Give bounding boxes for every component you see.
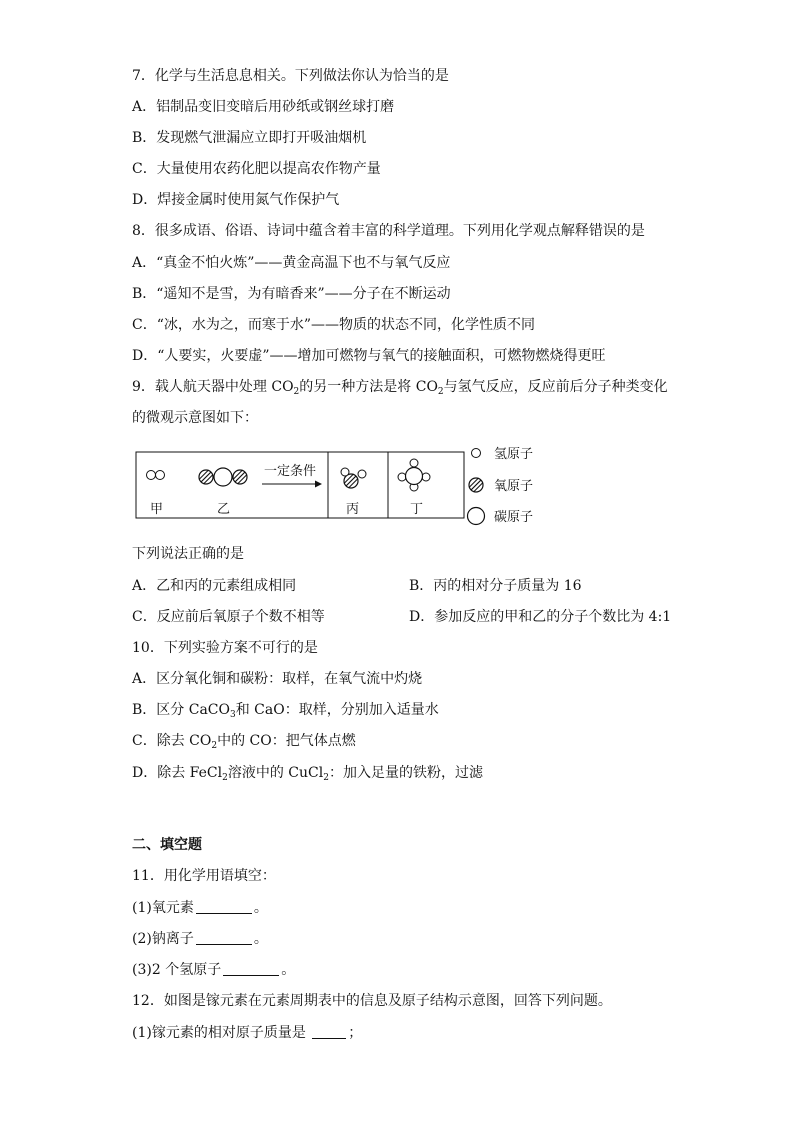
answer-blank[interactable] <box>223 961 279 976</box>
q7-stem: 7．化学与生活息息相关。下列做法你认为恰当的是 <box>132 68 449 84</box>
label-ding: 丁 <box>410 502 424 517</box>
q10-d-sub1: 2 <box>222 773 228 783</box>
q10-c2: 中的 CO：把气体点燃 <box>217 733 356 749</box>
q10-d1: D．除去 FeCl <box>132 765 223 781</box>
q11-stem: 11．用化学用语填空： <box>132 868 276 884</box>
answer-blank[interactable] <box>312 1024 346 1039</box>
q12-item-1-label: (1)镓元素的相对原子质量是 <box>132 1025 306 1041</box>
q9-stem-a: 9．载人航天器中处理 CO <box>132 379 294 395</box>
q12-item-1-end: ； <box>348 1025 363 1041</box>
legend-oxygen-label: 氧原子 <box>494 479 534 494</box>
legend-carbon-icon <box>468 508 485 525</box>
q7-option-c: C．大量使用农药化肥以提高农作物产量 <box>132 161 381 177</box>
q7-option-a: A．铝制品变旧变暗后用砂纸或钢丝球打磨 <box>132 99 395 115</box>
legend-hydrogen-label: 氢原子 <box>494 447 534 462</box>
q11-item-3 <box>132 960 295 980</box>
q11-item-3-label: (3)2 个氢原子 <box>132 962 222 978</box>
q11-item-2 <box>132 929 268 949</box>
q9-prompt: 下列说法正确的是 <box>132 546 244 562</box>
q10-option-a: A．区分氧化铜和碳粉：取样，在氧气流中灼烧 <box>132 671 423 687</box>
section-title: 二、填空题 <box>132 837 202 853</box>
q8-option-b: B．“遥知不是雪，为有暗香来”——分子在不断运动 <box>132 286 451 302</box>
legend-oxygen-icon <box>469 478 483 492</box>
q10-d2: 溶液中的 CuCl <box>227 765 324 781</box>
q10-d-sub2: 2 <box>323 773 329 783</box>
q12-item-1 <box>132 1023 362 1043</box>
q9-stem-sub2: 2 <box>437 387 444 397</box>
reaction-condition: 一定条件 <box>264 464 317 479</box>
q11-item-1-label: (1)氧元素 <box>132 900 194 916</box>
q8-option-d: D．“人要实，火要虚”——增加可燃物与氧气的接触面积，可燃物燃烧得更旺 <box>132 348 606 364</box>
q11-item-3-end: 。 <box>281 962 296 978</box>
q8-option-a: A．“真金不怕火炼”——黄金高温下也不与氧气反应 <box>132 255 451 271</box>
label-yi: 乙 <box>217 502 231 517</box>
q11-item-2-end: 。 <box>253 931 268 947</box>
q7-option-d: D．焊接金属时使用氮气作保护气 <box>132 192 340 208</box>
q8-option-c: C．“冰，水为之，而寒于水”——物质的状态不同，化学性质不同 <box>132 317 536 333</box>
q9-option-b: B．丙的相对分子质量为 16 <box>409 578 582 594</box>
carbon-dioxide-molecule-icon <box>199 468 247 486</box>
q9-stem <box>132 377 668 397</box>
q10-c-sub: 2 <box>211 741 218 751</box>
q11-item-1 <box>132 898 268 918</box>
reaction-diagram <box>130 440 550 528</box>
q10-d3: ：加入足量的铁粉，过滤 <box>328 765 483 781</box>
q10-option-b <box>132 700 439 720</box>
q9-stem-line2: 的微观示意图如下： <box>132 410 258 426</box>
q9-option-a: A．乙和丙的元素组成相同 <box>132 578 297 594</box>
methane-molecule-icon <box>398 459 430 491</box>
q9-stem-b: 的另一种方法是将 CO <box>299 379 438 395</box>
q10-option-d <box>132 763 483 783</box>
answer-blank[interactable] <box>196 930 252 945</box>
q10-b1: B．区分 CaCO <box>132 702 230 718</box>
q8-stem: 8．很多成语、俗语、诗词中蕴含着丰富的科学道理。下列用化学观点解释错误的是 <box>132 223 645 239</box>
answer-blank[interactable] <box>196 899 252 914</box>
legend-hydrogen-icon <box>472 449 481 458</box>
q9-option-d: D．参加反应的甲和乙的分子个数比为 4:1 <box>409 609 672 625</box>
q9-stem-c: 与氢气反应，反应前后分子种类变化 <box>443 379 668 395</box>
label-bing: 丙 <box>346 502 360 517</box>
label-jia: 甲 <box>150 502 164 517</box>
q10-option-c <box>132 731 356 751</box>
q9-option-c: C．反应前后氧原子个数不相等 <box>132 609 325 625</box>
q10-b2: 和 CaO：取样，分别加入适量水 <box>235 702 439 718</box>
q11-item-2-label: (2)钠离子 <box>132 931 194 947</box>
q10-b-sub: 3 <box>230 710 236 720</box>
legend-carbon-label: 碳原子 <box>494 510 534 525</box>
q10-c1: C．除去 CO <box>132 733 212 749</box>
water-molecule-icon <box>341 468 366 488</box>
arrow-head-icon <box>315 481 322 488</box>
q10-stem: 10．下列实验方案不可行的是 <box>132 640 318 656</box>
q7-option-b: B．发现燃气泄漏应立即打开吸油烟机 <box>132 130 367 146</box>
q9-stem-sub1: 2 <box>293 387 300 397</box>
q12-stem: 12．如图是镓元素在元素周期表中的信息及原子结构示意图，回答下列问题。 <box>132 993 612 1009</box>
hydrogen-molecule-icon <box>147 471 165 480</box>
q11-item-1-end: 。 <box>253 900 268 916</box>
